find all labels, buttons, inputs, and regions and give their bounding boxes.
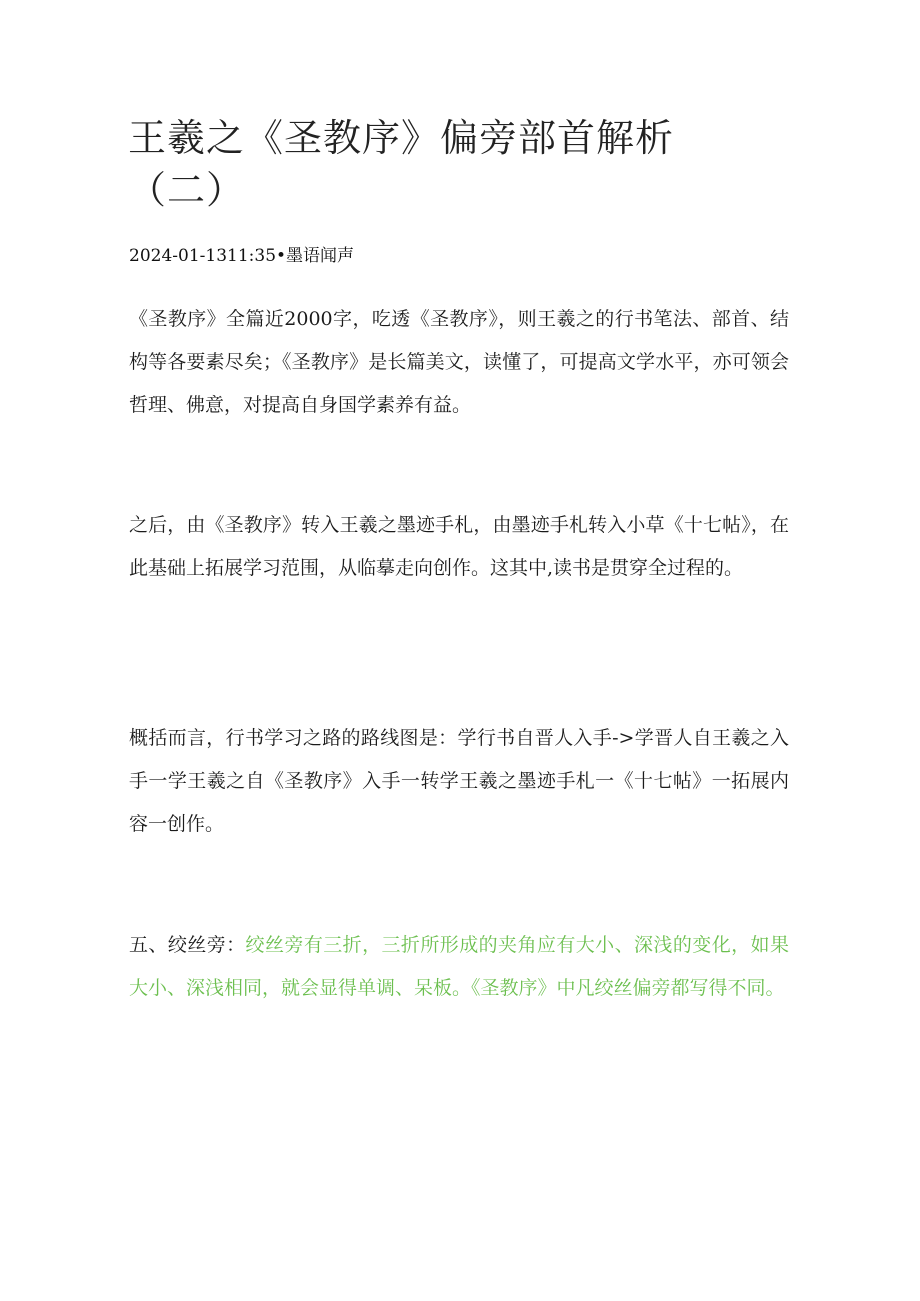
paragraph-roadmap: 概括而言，行书学习之路的路线图是：学行书自晋人入手->学晋人自王羲之入手一学王羲之自《圣教序》入手一转学王羲之墨迹手札一《十七帖》一拓展内容一创作。 [129, 727, 789, 835]
paragraph-intro: 《圣教序》全篇近2000字，吃透《圣教序》，则王羲之的行书笔法、部首、结构等各要素尽矣；《圣教序》是长篇美文，读懂了，可提高文学水平，亦可领会哲理、佛意，对提高自身国学素养有益。 [129, 308, 789, 416]
section-jiaosi-radical [129, 924, 789, 1010]
paragraph-next-steps: 之后，由《圣教序》转入王羲之墨迹手札，由墨迹手札转入小草《十七帖》，在此基础上拓展学习范围，从临摹走向创作。这其中,读书是贯穿全过程的。 [129, 514, 789, 579]
section-body: 绞丝旁有三折，三折所形成的夹角应有大小、深浅的变化，如果大小、深浅相同，就会显得单调、呆板。《圣教序》中凡绞丝偏旁都写得不同。 [129, 934, 789, 999]
article-meta: 2024-01-1311:35•墨语闻声 [129, 246, 355, 266]
section-heading: 五、绞丝旁： [129, 934, 246, 956]
article-title: 王羲之《圣教序》偏旁部首解析（二） [128, 116, 675, 212]
